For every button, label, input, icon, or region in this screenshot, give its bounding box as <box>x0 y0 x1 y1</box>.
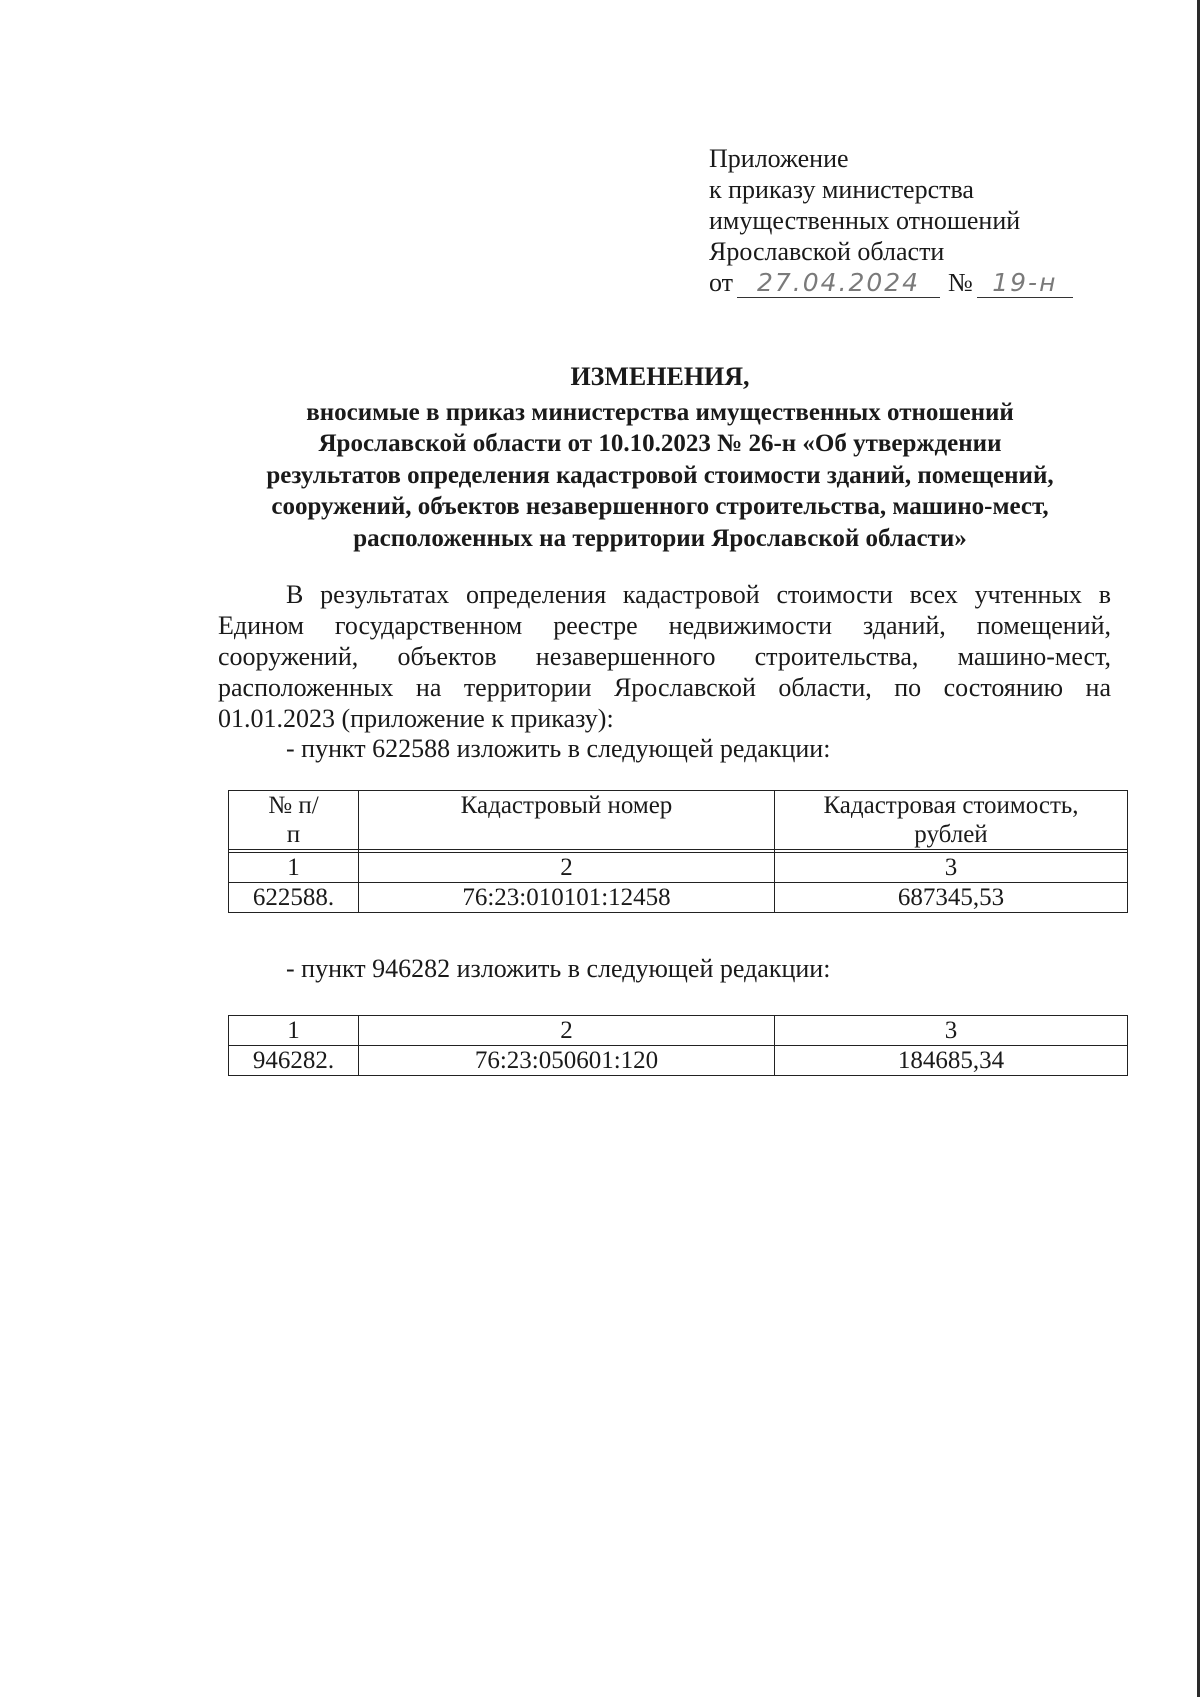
item-946282-text: - пункт 946282 изложить в следующей редакции: <box>286 954 831 983</box>
row-index-cell: 622588. <box>229 883 359 913</box>
annex-date-line <box>709 268 1073 297</box>
heading-line: расположенных на территории Ярославской области» <box>353 524 967 552</box>
row-index-cell: 946282. <box>229 1046 359 1076</box>
heading-title: ИЗМЕНЕНИЯ, <box>570 362 750 391</box>
document-heading <box>200 361 1120 554</box>
header-cell-cadastral-number: Кадастровый номер <box>359 791 775 850</box>
heading-line: Ярославской области от 10.10.2023 № 26-н «Об утверждении <box>318 430 1002 457</box>
annex-line: к приказу министерства <box>709 175 974 204</box>
table-946282 <box>228 1015 1128 1076</box>
table-column-numbers <box>229 1016 1128 1046</box>
table-row <box>229 883 1128 913</box>
item-622588-text: - пункт 622588 изложить в следующей редакции: <box>286 734 831 763</box>
col-number-cell: 3 <box>775 1016 1128 1046</box>
header-cell-number <box>229 791 359 850</box>
col-number-cell: 1 <box>229 853 359 883</box>
heading-line: сооружений, объектов незавершенного строительства, машино-мест, <box>271 493 1049 520</box>
header-cell-cadastral-value <box>775 791 1128 850</box>
row-cadastral-value-cell: 687345,53 <box>775 883 1128 913</box>
annex-line: Приложение <box>709 144 849 173</box>
number-sign: № <box>948 268 973 297</box>
annex-line: имущественных отношений <box>709 206 1021 235</box>
date-prefix: от <box>709 268 734 297</box>
col-number-cell: 3 <box>775 853 1128 883</box>
col-number-cell: 2 <box>359 853 775 883</box>
heading-line: результатов определения кадастровой стоимости зданий, помещений, <box>266 461 1054 489</box>
handwritten-number: 19-н <box>977 269 1073 298</box>
table-row <box>229 1046 1128 1076</box>
table-622588 <box>228 790 1128 913</box>
table-header-row <box>229 791 1128 850</box>
row-cadastral-number-cell: 76:23:010101:12458 <box>359 883 775 913</box>
col-number-cell: 2 <box>359 1016 775 1046</box>
body-paragraph: В результатах определения кадастровой стоимости всех учтенных в Едином государственном реестре недвижимости зданий, помещений, сооружений, объектов незавершенного строительства, машино-мест, расположенных на территории Ярославской области, по состоянию на 01.01.2023 (приложение к приказу): <box>218 580 1111 733</box>
annex-line: Ярославской области <box>709 237 945 266</box>
heading-line: вносимые в приказ министерства имущественных отношений <box>306 398 1014 426</box>
row-cadastral-value-cell: 184685,34 <box>775 1046 1128 1076</box>
handwritten-date: 27.04.2024 <box>737 269 940 298</box>
header-number-label: № п/п <box>268 792 319 848</box>
col-number-cell: 1 <box>229 1016 359 1046</box>
table-column-numbers <box>229 853 1128 883</box>
annex-block <box>709 143 1073 298</box>
row-cadastral-number-cell: 76:23:050601:120 <box>359 1046 775 1076</box>
header-value-label: Кадастровая стоимость, рублей <box>823 792 1079 848</box>
